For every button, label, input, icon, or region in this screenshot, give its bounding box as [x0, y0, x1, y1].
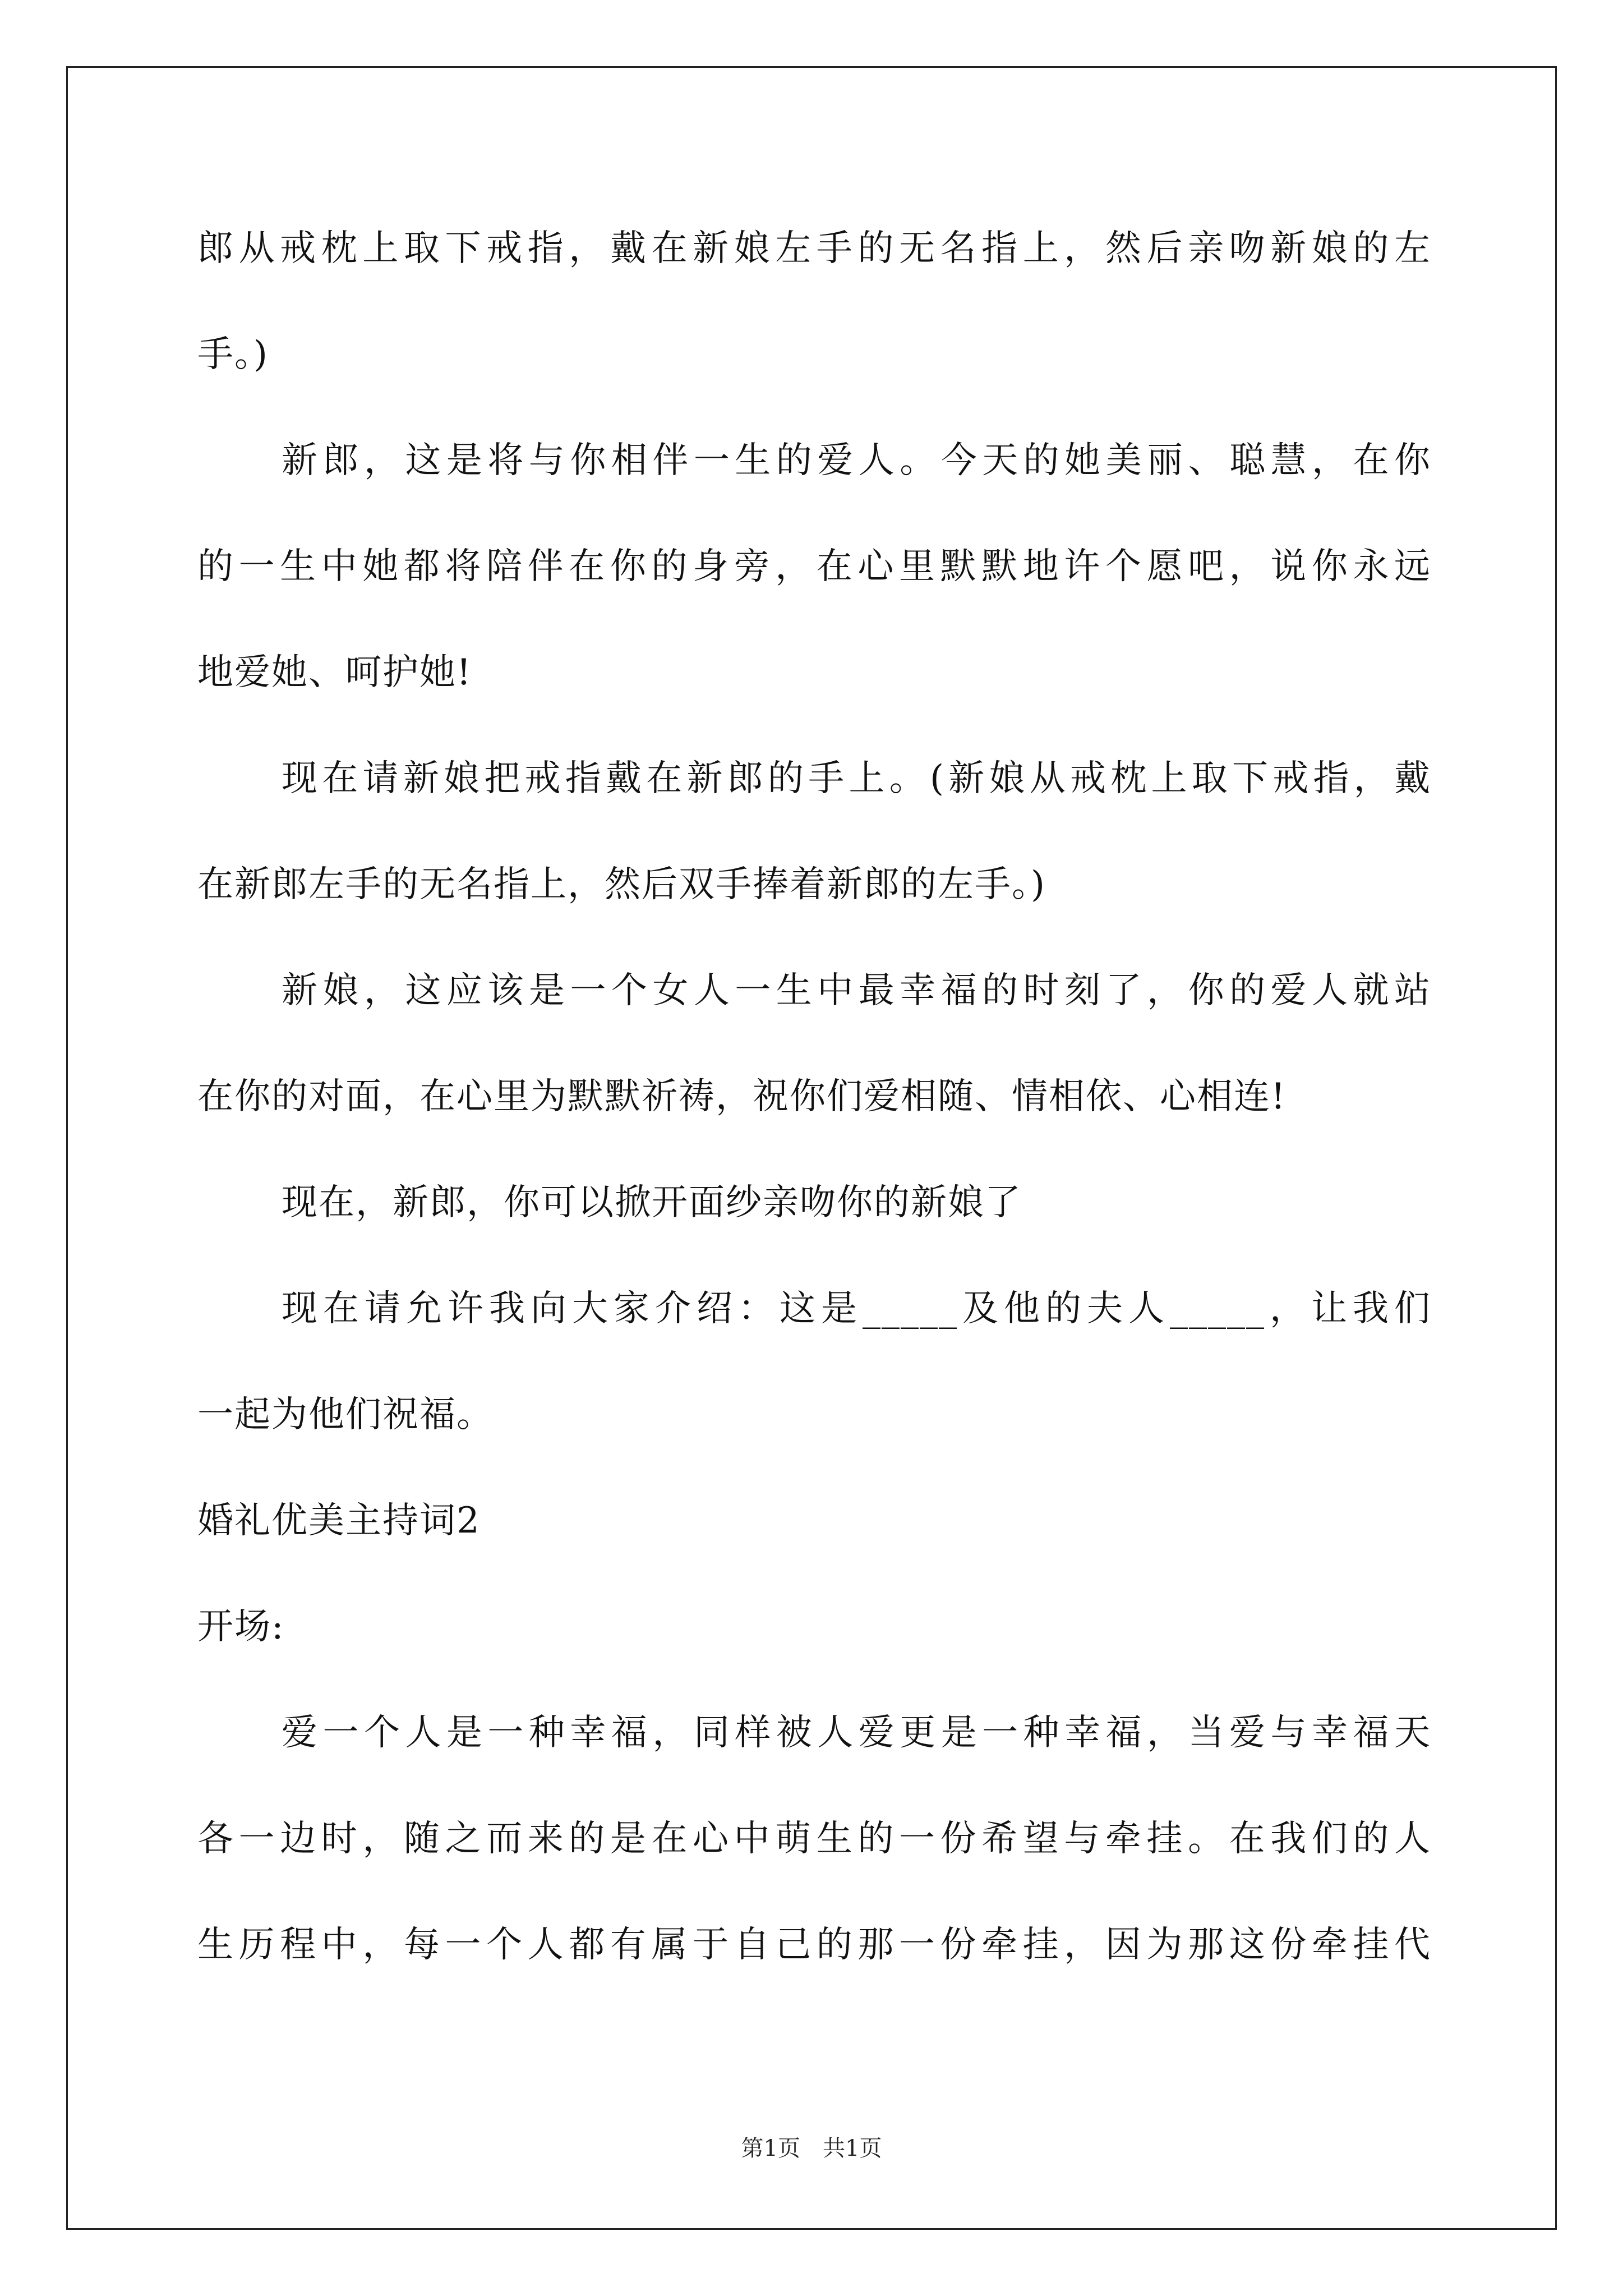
page-border [66, 66, 1557, 2230]
text-line: 在你的对面，在心里为默默祈祷，祝你们爱相随、情相依、心相连! [197, 1076, 1287, 1117]
text-line: 开场: [197, 1606, 285, 1648]
text-line: 爱一个人是一种幸福，同样被人爱更是一种幸福，当爱与幸福天 [282, 1712, 1431, 1754]
text-line: 现在，新郎，你可以掀开面纱亲吻你的新娘了 [282, 1182, 1022, 1223]
text-line: 在新郎左手的无名指上，然后双手捧着新郎的左手。) [197, 864, 1046, 905]
text-line: 生历程中，每一个人都有属于自己的那一份牵挂，因为那这份牵挂代 [197, 1924, 1431, 1966]
page-number-footer: 第1页 共1页 [741, 2136, 882, 2161]
text-line: 新郎，这是将与你相伴一生的爱人。今天的她美丽、聪慧，在你 [282, 440, 1431, 481]
text-line: 一起为他们祝福。 [197, 1394, 494, 1435]
text-line: 的一生中她都将陪伴在你的身旁，在心里默默地许个愿吧，说你永远 [197, 546, 1431, 587]
text-line: 各一边时，随之而来的是在心中萌生的一份希望与牵挂。在我们的人 [197, 1818, 1431, 1860]
text-line: 新娘，这应该是一个女人一生中最幸福的时刻了，你的爱人就站 [282, 970, 1431, 1011]
text-line: 手。) [197, 334, 269, 375]
section-heading: 婚礼优美主持词2 [197, 1500, 481, 1542]
text-line: 现在请允许我向大家介绍：这是_____及他的夫人_____，让我们 [282, 1288, 1431, 1329]
text-line: 地爱她、呵护她! [197, 652, 472, 693]
text-line: 郎从戒枕上取下戒指，戴在新娘左手的无名指上，然后亲吻新娘的左 [197, 228, 1431, 269]
text-line: 现在请新娘把戒指戴在新郎的手上。(新娘从戒枕上取下戒指，戴 [282, 758, 1431, 799]
